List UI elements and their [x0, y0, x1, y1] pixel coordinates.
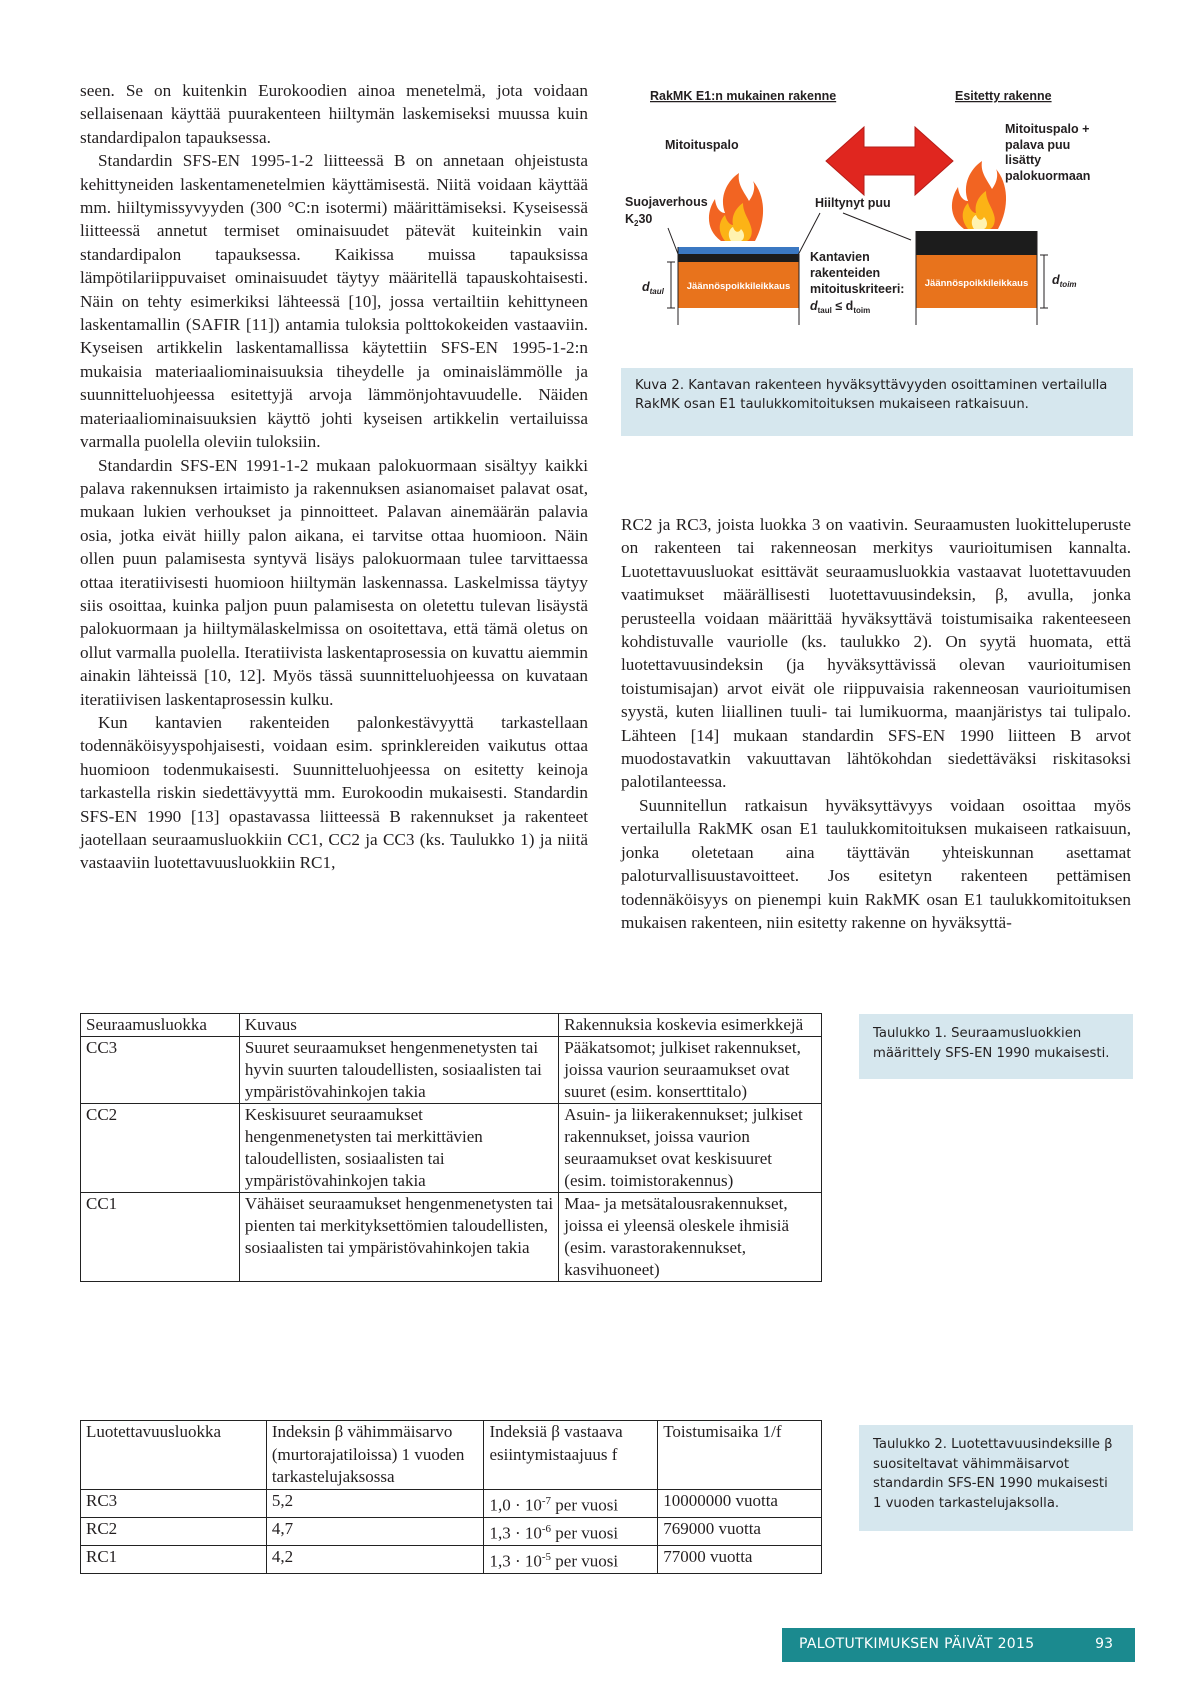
figure-caption: Kuva 2. Kantavan rakenteen hyväksyttävyyden osoittaminen vertailulla RakMK osan E1 taulukkomitoituksen mukaiseen ratkaisuun.	[621, 368, 1133, 436]
figure-right-title: Esitetty rakenne	[955, 89, 1052, 103]
paragraph: Kun kantavien rakenteiden palonkestävyyttä tarkastellaan todennäköisyyspohjaisesti, voidaan esim. sprinklereiden vaikutus ottaa huomioon todenmukaisesti. Suunnitteluohjeessa on esitetty keinoja tarkastella riskin siedettävyyttä mm. Eurokoodin mukaisesti. Standardin SFS-EN 1990 [13] opastavassa liitteessä B rakennukset ja rakenteet jaotellaan seuraamusluokkiin CC1, CC2 ja CC3 (ks. Taulukko 1) ja niitä vastaaviin luotettavuusluokkiin RC1,	[80, 712, 588, 873]
fire-icon	[952, 161, 1006, 229]
table-header-cell: Toistumisaika 1/f	[658, 1421, 822, 1490]
table-cell: Maa- ja metsätalousrakennukset, joissa ei yleensä oleskele ihmisiä (esim. varastorakennukset, kasvihuoneet)	[559, 1193, 822, 1282]
reliability-class-table	[80, 1420, 822, 1574]
residual-label-left: Jäännöspoikkileikkaus	[686, 281, 791, 292]
charred-wood-label: Hiiltynyt puu	[815, 196, 891, 210]
table-cell: $1,3 \cdot 10^{-5}$ per vuosi	[484, 1545, 658, 1573]
table-header-row	[81, 1421, 822, 1490]
table-cell: RC3	[81, 1489, 267, 1517]
table-cell: CC2	[81, 1104, 240, 1193]
table-cell: Suuret seuraamukset hengenmenetysten tai hyvin suurten taloudellisten, sosiaalisten tai ympäristövahinkojen takia	[239, 1037, 558, 1104]
table-header-cell: Kuvaus	[239, 1014, 558, 1037]
charred-layer-right	[916, 231, 1037, 255]
consequence-class-table	[80, 1013, 822, 1282]
table-cell: Pääkatsomot; julkiset rakennukset, joissa vaurion seuraamukset ovat suuret (esim. konserttitalo)	[559, 1037, 822, 1104]
paragraph: Standardin SFS-EN 1991-1-2 mukaan palokuormaan sisältyy kaikki palava rakennuksen irtaimisto ja rakennuksen asianomaiset palavat osat, mukaan lukien verhoukset ja pinnoitteet. Palavan ainemäärän palavia osia, jotka eivät hiilly palon aikana, ei tarvitse ottaa huomioon. Näin ollen puun palamisesta syntyvä lisäys palokuormaan tulee tarvittaessa ottaa iteratiivisesti huomioon hiiltymän laskennassa. Laskelmissa täytyy siis osoittaa, kuinka paljon puun palamisesta on oletettu tulevan lisäystä palokuormaan ja hiiltymälaskelmissa on osoitettava, että tämä oletus on ollut varmalla puolella. Iteratiivista laskentaprosessia on kuvattu aiemmin ainakin lähteissä [10, 12]. Myös tässä suunnitteluohjeessa on kuvataan iteratiivisen laskentaprosessin kulku.	[80, 455, 588, 709]
table-cell: 769000 vuotta	[658, 1517, 822, 1545]
cover-class-label: $K_230$	[625, 212, 653, 228]
table-cell: Vähäiset seuraamukset hengenmenetysten tai pienten tai merkityksettömien taloudellisten, sosiaalisten tai ympäristövahinkojen takia	[239, 1193, 558, 1282]
footer-bar	[782, 1628, 1135, 1662]
d-taul-label: $d_{taul}$	[642, 280, 664, 296]
table-header-cell: Indeksiä β vastaava esiintymistaajuus f	[484, 1421, 658, 1490]
table-cell: CC3	[81, 1037, 240, 1104]
table-cell: Keskisuuret seuraamukset hengenmenetysten tai merkittävien taloudellisten, sosiaalisten tai ympäristövahinkojen takia	[239, 1104, 558, 1193]
criteria-line-1: Kantavien	[810, 250, 870, 264]
d-toim-label: $d_{toim}$	[1052, 273, 1077, 289]
residual-label-right: Jäännöspoikkileikkaus	[924, 278, 1029, 289]
table-cell: 4,7	[266, 1517, 484, 1545]
left-fire-label: Mitoituspalo	[665, 138, 739, 152]
table-cell: RC2	[81, 1517, 267, 1545]
charred-layer	[678, 254, 799, 262]
table-cell: $1,3 \cdot 10^{-6}$ per vuosi	[484, 1517, 658, 1545]
table-cell: RC1	[81, 1545, 267, 1573]
right-text-column	[621, 513, 1131, 934]
left-text-column	[80, 79, 588, 875]
footer-title: PALOTUTKIMUKSEN PÄIVÄT 2015	[799, 1636, 1035, 1652]
paragraph: Standardin SFS-EN 1995-1-2 liitteessä B on annetaan ohjeistusta kehittyneiden laskentamenetelmien käyttämisestä. Niitä voidaan käyttää mm. hiiltymissyvyyden (300 °C:n isotermi) määrittämiseksi. Kyseisessä liitteessä annetut termiset ominaisuudet pätevät kuiteinkin vain standardipalon tapauksessa. Kaikissa muissa tapauksissa lämpötilariippuvaiset ominaisuudet täytyy määritellä tapauskohtaisesti. Näin on tehty esimerkiksi lähteessä [10], jossa vertailtiin kehittyneen laskentamallin (SAFIR [11]) antamia tuloksia polttokokeiden vastaaviin. Kyseisen artikkelin laskentamallissa käytettiin SFS-EN 1995-1-2:n mukaisia materiaaliominaisuuksia tiheydelle ja ominaislämmölle ja suunnitteluohjeessa esitettyjä arvoja lämmönjohtavuudelle. Näiden materiaaliominaisuuksien käyttö johti kyseisen artikkelin vertailuissa varmalla puolella oleviin tuloksiin.	[80, 151, 588, 452]
table-header-cell: Indeksin β vähimmäisarvo (murtorajatiloissa) 1 vuoden tarkastelujaksossa	[266, 1421, 484, 1490]
table1-caption: Taulukko 1. Seuraamusluokkien määrittely SFS-EN 1990 mukaisesti.	[859, 1014, 1133, 1079]
table-row	[81, 1489, 822, 1517]
table-cell: CC1	[81, 1193, 240, 1282]
table-row	[81, 1545, 822, 1573]
right-fire-label-1: Mitoituspalo +	[1005, 122, 1090, 136]
criteria-line-3: mitoituskriteeri:	[810, 282, 905, 296]
table-row	[81, 1104, 822, 1193]
table-header-cell: Rakennuksia koskevia esimerkkejä	[559, 1014, 822, 1037]
table-cell: Asuin- ja liikerakennukset; julkiset rakennukset, joissa vaurion seuraamukset ovat keskisuuret (esim. toimistorakennus)	[559, 1104, 822, 1193]
paragraph: seen. Se on kuitenkin Eurokoodien ainoa menetelmä, jota voidaan sellaisenaan käyttää puurakenteen hiiltymän laskemiseksi muussa kuin standardipalon tapauksessa.	[80, 81, 588, 147]
page-number: 93	[1095, 1636, 1113, 1652]
paragraph: Suunnitellun ratkaisun hyväksyttävyys voidaan osoittaa myös vertailulla RakMK osan E1 taulukkomitoituksen mukaiseen ratkaisuun, jonka oletetaan aina täyttävän yhteiskunnan asettamat paloturvallisuustavoitteet. Jos esitetyn rakenteen pettämisen todennäköisyys on pienempi kuin RakMK osan E1 taulukkomitoituksen mukaisen rakenteen, niin esitetty rakenne on hyväksyttä-	[621, 795, 1131, 932]
cover-label: Suojaverhous	[625, 195, 708, 209]
paragraph: RC2 ja RC3, joista luokka 3 on vaativin. Seuraamusten luokitteluperuste on rakenteen tai rakenneosan merkitys vaurioitumisen kannalta. Luotettavuusluokat esittävät seuraamusluokkia vastaavat luotettavuuden vaatimukset määrällisesti luotettavuusindeksin, β, avulla, jonka perusteella voidaan määrittää hyväksyttävä toistumisaika rakenteeseen kohdistuvalle vauriolle (ks. taulukko 2). On syytä huomata, että luotettavuusindeksin (ja hyväksyttävissä olevan vaurioitumisen toistumisajan) arvot eivät ole riippuvaisia rakenneosan vaurioitumisen syystä, kuten liiallinen tuuli- tai lumikuorma, maanjäristys tai tulipalo. Lähteen [14] mukaan standardin SFS-EN 1990 liitteen B arvot muodostavatkin vakuuttavan lähtökohdan siedettäväksi riskitasoksi palotilanteessa.	[621, 515, 1131, 792]
double-arrow-icon	[826, 127, 953, 195]
table-cell: 10000000 vuotta	[658, 1489, 822, 1517]
right-fire-label-4: palokuormaan	[1005, 169, 1091, 183]
table-cell: 77000 vuotta	[658, 1545, 822, 1573]
criteria-line-2: rakenteiden	[810, 266, 881, 280]
table-header-row	[81, 1014, 822, 1037]
table-row	[81, 1193, 822, 1282]
table-header-cell: Luotettavuusluokka	[81, 1421, 267, 1490]
table-cell: 4,2	[266, 1545, 484, 1573]
protective-cladding	[678, 247, 799, 254]
right-fire-label-3: lisätty	[1005, 153, 1042, 167]
table-row	[81, 1037, 822, 1104]
table2-caption: Taulukko 2. Luotettavuusindeksille β suositeltavat vähimmäisarvot standardin SFS-EN 1990 mukaisesti 1 vuoden tarkastelujaksolla.	[859, 1425, 1133, 1531]
table-cell: $1,0 \cdot 10^{-7}$ per vuosi	[484, 1489, 658, 1517]
table-header-cell: Seuraamusluokka	[81, 1014, 240, 1037]
fire-icon	[709, 173, 763, 241]
criteria-formula: $d_{taul} \le d_{toim}$	[810, 299, 871, 315]
table-cell: 5,2	[266, 1489, 484, 1517]
right-fire-label-2: palava puu	[1005, 138, 1071, 152]
table-row	[81, 1517, 822, 1545]
figure-left-title: RakMK E1:n mukainen rakenne	[650, 89, 837, 103]
